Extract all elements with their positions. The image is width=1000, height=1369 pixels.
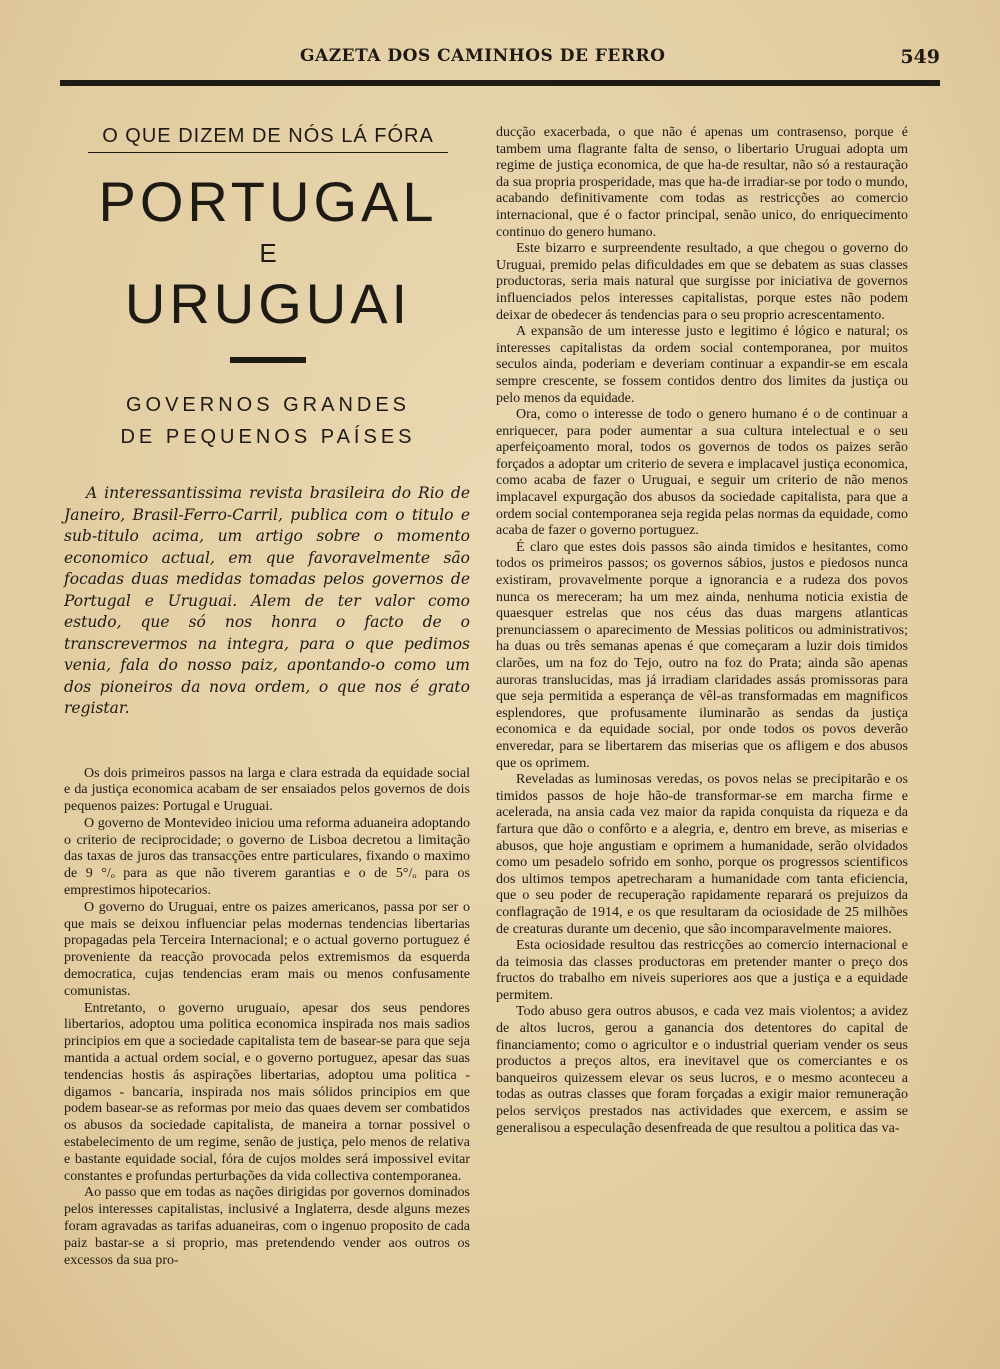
publication-title: GAZETA DOS CAMINHOS DE FERRO — [300, 46, 666, 66]
body-paragraph: Todo abuso gera outros abusos, e cada vez mais violentos; a avidez de altos lucros, gerou a ganancia dos detentores do capital de financiamento; como o agricultor e o industrial queriam vender os seus productos a preços altos, era inevitavel que os comerciantes e os banqueiros quizessem elevar os seus lucros, e o mesmo aconteceu a todas as outras classes que foram forçadas a exigir maior remuneração pelos serviços prestados nas actividades que exercem, e assim se generalisou a especulação desenfreada de que resultou a politica das va- — [496, 1004, 908, 1136]
page-header — [60, 46, 940, 74]
body-paragraph: Os dois primeiros passos na larga e clara estrada da equidade social e da justiça economica acabam de ser ensaiados pelos governos de dois pequenos paizes: Portugal e Uruguai. — [64, 765, 470, 815]
article-subtitle-line2: DE PEQUENOS PAÍSES — [120, 426, 416, 448]
body-paragraph: Entretanto, o governo uruguaio, apesar dos seus pendores libertarios, adoptou uma politica economica inspirada nos mais sadios principios em que a sociedade capitalista tem de basear-se para que seja mantida a actual ordem social, e o governo portuguez, apesar das suas tendencias hostis ás aspirações libertarias, adoptou uma politica - digamos - bancaria, inspirada nos mais sólidos principios em que podem basear-se as reformas por meio das quaes devem ser combatidos os abusos da sociedade capitalista, de maneira a tornar possivel o estabelecimento de um regime, senão de justiça, pelo menos de relativa e bastante equidade social, fóra de cujos moldes será impossivel evitar constantes e profundas perturbações da vida collectiva contemporanea. — [64, 1000, 470, 1184]
title-ornament-rule — [230, 357, 306, 363]
body-paragraph: ducção exacerbada, o que não é apenas um contrasenso, porque é tambem uma flagrante falta de senso, o libertario Uruguai adopta um regime de justiça economica, de que ha-de resultar, não só a restauração da sua propria prosperidade, mas que ha-de irradiar-se por todo o mundo, acabando definitivamente com todas as restricções ao comercio internacional, que é o factor principal, senão unico, do enriquecimento continuo do genero humano. — [496, 125, 908, 240]
article-title-conjunction: E — [259, 238, 277, 268]
left-column — [56, 125, 480, 1269]
article-subtitle-line1: GOVERNOS GRANDES — [125, 394, 411, 416]
body-paragraph: O governo de Montevideo iniciou uma reforma aduaneira adoptando o criterio de reciprocidade; o governo de Lisboa decretou a limitação das taxas de juros das transacções entre particulares, fixando o maximo de 9 °/ₒ para as que não tiverem garantias e o de 5°/ₒ para os emprestimos hipotecarios. — [64, 815, 470, 899]
article-title-uruguai: URUGUAI — [124, 272, 412, 335]
article-title-portugal: PORTUGAL — [98, 170, 438, 233]
body-paragraph: Reveladas as luminosas veredas, os povos nelas se precipitarão e os timidos passos de hoje hão-de transformar-se em marcha firme e acelerada, na ansia cada vez maior da rapida conquista da riqueza e da fartura que dão o confôrto e a alegria, e, dentro em breve, as miserias e abusos, que hoje angustiam e oprimem a humanidade, serão olvidados como um pesadelo sofrido em sonho, porque os progressos scientificos dos ultimos tempos apetrecharam a humanidade com tanta eficiencia, que o seu poder de recuperação rapidamente reparará os prejuizos da conflagração de 1914, e os que resultaram da ociosidade de 25 milhões de creaturas durante um decenio, que são incomparavelmente maiores. — [496, 772, 908, 937]
body-paragraph: Ora, como o interesse de todo o genero humano é o de continuar a enriquecer, para poder aumentar a sua cultura intelectual e o seu aperfeiçoamento moral, todos os governos de todos os paizes serão forçados a adoptar um criterio de severa e implacavel justiça economica, como acaba de fazer o Uruguai, e seguir um criterio de não menos implacavel expurgação dos abusos da sociedade capitalista, para que a ordem social contemporanea seja regida pelas normas da equidade, como acaba de fazer o governo portuguez. — [496, 407, 908, 539]
body-paragraph: Ao passo que em todas as nações dirigidas por governos dominados pelos interesses capitalistas, inclusivé a Inglaterra, desde alguns mezes foram agravadas as tarifas aduaneiras, com o ingenuo proposito de cada paiz bastar-se a si proprio, mas pretendendo vender aos outros os excessos da sua pro- — [64, 1185, 470, 1268]
left-body-text — [56, 766, 480, 1270]
page-number: 549 — [900, 46, 940, 68]
article-intro: A interessantissima revista brasileira do Rio de Janeiro, Brasil-Ferro-Carril, publica com o titulo e sub-titulo acima, um artigo sobre o momento economico actual, em que favoravelmente são focadas duas medidas tomadas pelos governos de Portugal e Uruguai. Alem de ter valor como estudo, que só nos honra o facto de o transcrevermos na integra, para o que pedimos venia, fala do nosso paiz, apontando-o como um dos pioneiros da nova ordem, o que nos é grato registar. — [64, 484, 470, 717]
body-paragraph: O governo do Uruguai, entre os paizes americanos, passa por ser o que mais se deixou influenciar pelas modernas tendencias libertarias propagadas pela Terceira Internacional; e o actual governo portuguez é proveniente da reacção provocada pelos extremismos da esquerda democratica, cujas tendencias eram mais ou menos confusamente comunistas. — [64, 899, 470, 999]
kicker-underline — [88, 152, 448, 153]
body-paragraph: É claro que estes dois passos são ainda timidos e hesitantes, como todos os primeiros passos; os governos sábios, justos e piedosos nunca existiram, provavelmente porque a ignorancia e a rudeza dos povos nunca os mereceram; ha um mez ainda, nenhuma noticia existia de quaesquer estrelas que nos céus das duas margens atlanticas prenunciassem o aparecimento de Messias politicos ou administrativos; ha duas ou três semanas apenas é que começaram a luzir dois timidos clarões, um na foz do Tejo, outro na foz do Prata; ainda são apenas auroras translucidas, mas já irradiam claridades assás promissoras para que seja permitida a esperança de vêl-as transformadas em magnificos esplendores, que profusamente iluminarão as sendas da justiça economica e da equidade social, por onde todos os povos deverão enveredar, para se libertarem das miserias que os afligem e dos abusos que os oprimem. — [496, 539, 908, 771]
article-kicker: O QUE DIZEM DE NÓS LÁ FÓRA — [102, 125, 434, 147]
body-paragraph: Este bizarro e surpreendente resultado, a que chegou o governo do Uruguai, premido pelas dificuldades em que se debatem as suas classes productoras, seria mais natural que surgisse por iniciativa de governos influenciados pelos interesses capitalistas, porque estes não podem deixar de obedecer ás tendencias para o seu proprio acrescentamento. — [496, 241, 908, 323]
body-paragraph: Esta ociosidade resultou das restricções ao comercio internacional e da teimosia das classes productoras em pretender manter o preço dos fructos do trabalho em niveis superiores aos que a justiça e a equidade permitem. — [496, 938, 908, 1003]
body-paragraph: A expansão de um interesse justo e legitimo é lógico e natural; os interesses capitalistas da ordem social contemporanea, por muitos seculos ainda, poderiam e deveriam continuar a expandir-se em escala sempre crescente, se fossem contidos dentro dos limites da justiça ou pelo menos da equidade. — [496, 324, 908, 406]
right-column — [496, 125, 908, 1137]
header-rule — [60, 80, 940, 86]
